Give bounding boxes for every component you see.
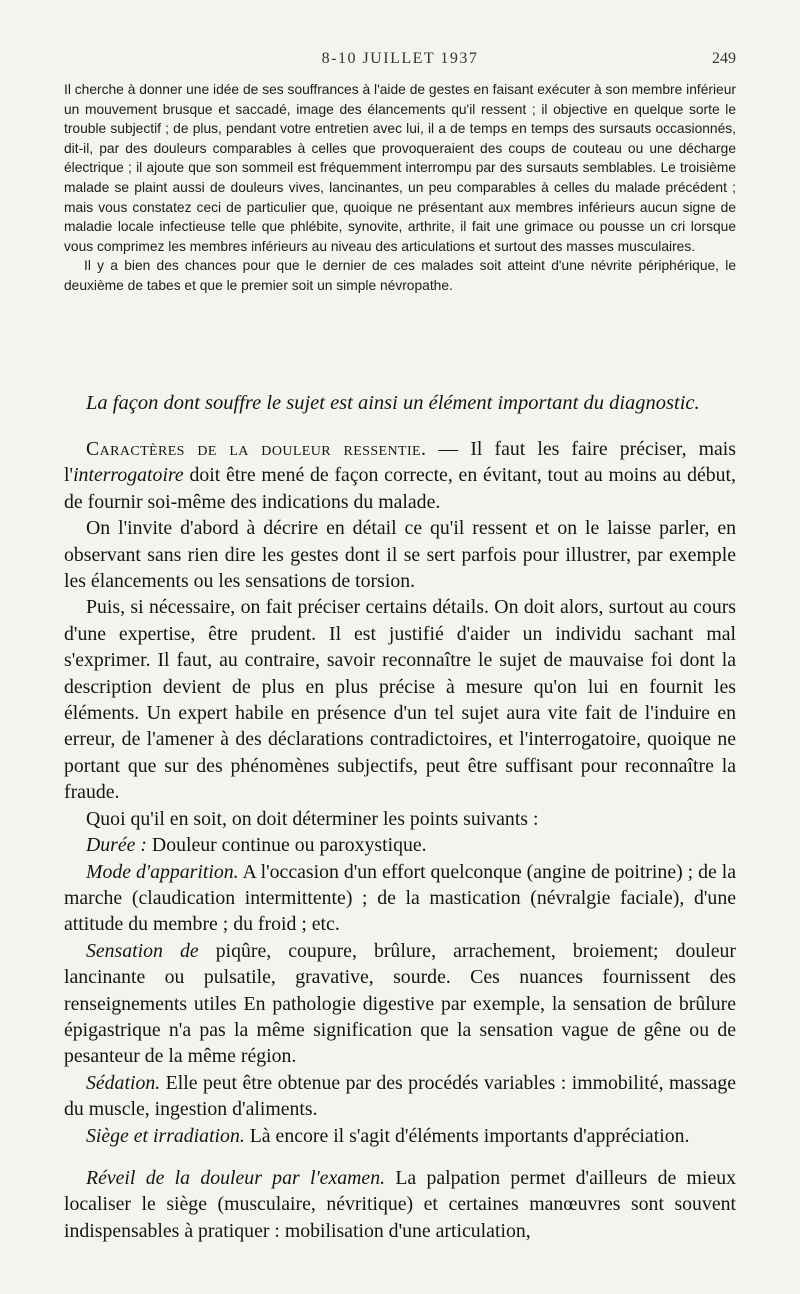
- list-item: Sédation. Elle peut être obtenue par des procédés variables : immobilité, massage du muscle, ingestion d'aliments.: [64, 1071, 736, 1121]
- case-description: [64, 80, 736, 296]
- conclusion-statement: La façon dont souffre le sujet est ainsi un élément important du diagnostic.: [86, 392, 700, 414]
- item-term: Mode d'apparition.: [86, 860, 239, 883]
- paragraph: Puis, si nécessaire, on fait préciser certains détails. On doit alors, surtout au cours d'une expertise, être prudent. Il est justifié d'aider un individu sachant mal s'exprimer. Il faut, au contraire, savoir reconnaître le sujet de mauvaise foi dont la description devient de plus en plus précise à mesure qu'on lui en fournit les éléments. Un expert habile en présence d'un tel sujet aura vite fait de l'induire en erreur, de l'amener à des déclarations contradictoires, et l'interrogatoire, quoique ne portant que sur des phénomènes subjectifs, peut être suffisant pour reconnaître la fraude.: [64, 596, 736, 804]
- header-date: 8-10 JUILLET 1937: [321, 50, 479, 67]
- section-heading: Caractères de la douleur ressentie.: [86, 438, 427, 460]
- list-item: Siège et irradiation. Là encore il s'agit d'éléments importants d'appréciation.: [86, 1124, 690, 1147]
- paragraph: On l'invite d'abord à décrire en détail ce qu'il ressent et on le laisse parler, en observant sans rien dire les gestes dont il se sert parfois pour illustrer, par exemple les élancements ou les sensations de torsion.: [64, 517, 736, 593]
- paragraph: Quoi qu'il en soit, on doit déterminer les points suivants :: [86, 807, 539, 830]
- list-item: Sensation de piqûre, coupure, brûlure, arrachement, broiement; douleur lancinante ou pulsatile, gravative, sourde. Ces nuances fournissent des renseignements utiles En pathologie digestive par exemple, la sensation de brûlure épigastrique n'a pas la même signification que la sensation vague de gêne ou de pesanteur de la même région.: [64, 939, 736, 1068]
- item-term: Réveil de la douleur par l'examen.: [86, 1166, 386, 1189]
- item-term: Siège et irradiation.: [86, 1124, 245, 1147]
- section-intro: Caractères de la douleur ressentie. — Il faut les faire préciser, mais l'interrogatoire doit être mené de façon correcte, en évitant, tout au moins au début, de fournir soi-même des indications du malade.: [64, 438, 736, 513]
- item-term: Sédation.: [86, 1071, 161, 1094]
- page-number: 249: [712, 50, 736, 67]
- list-item: Mode d'apparition. A l'occasion d'un effort quelconque (angine de poitrine) ; de la marche (claudication intermittente) ; de la mastication (névralgie faciale), d'une attitude du membre ; du froid ; etc.: [64, 860, 736, 936]
- section-body: [64, 436, 736, 1244]
- paragraph: Il y a bien des chances pour que le dernier de ces malades soit atteint d'une névrite périphérique, le deuxième de tabes et que le premier soit un simple névropathe.: [64, 258, 736, 293]
- item-term: Durée :: [86, 834, 147, 857]
- list-item: Durée : Douleur continue ou paroxystique.: [86, 834, 427, 857]
- list-item: Réveil de la douleur par l'examen. La palpation permet d'ailleurs de mieux localiser le siège (musculaire, névritique) et certaines manœuvres sont souvent indispensables à pratiquer : mobilisation d'une articulation,: [64, 1166, 737, 1242]
- item-term: Sensation de: [86, 939, 199, 962]
- paragraph: Il cherche à donner une idée de ses souffrances à l'aide de gestes en faisant exécuter à son membre inférieur un mouvement brusque et saccadé, image des élancements qu'il ressent ; il objective en quelque sorte le trouble subjectif ; de plus, pendant votre entretien avec lui, il a de temps en temps des sursauts occasionnés, dit-il, par des douleurs comparables à celles que provoqueraient des coups de couteau ou une décharge électrique ; il ajoute que son sommeil est fréquemment interrompu par des sursauts semblables. Le troisième malade se plaint aussi de douleurs vives, lancinantes, un peu comparables à celles du malade précédent ; mais vous constatez ceci de particulier que, quoique ne présentant aux membres inférieurs aucun signe de maladie locale infectieuse telle que phlébite, synovite, arthrite, il fait une grimace ou pousse un cri lorsque vous comprimez les membres inférieurs au niveau des articulations et surtout des masses musculaires.: [64, 82, 736, 254]
- running-header: [64, 50, 736, 72]
